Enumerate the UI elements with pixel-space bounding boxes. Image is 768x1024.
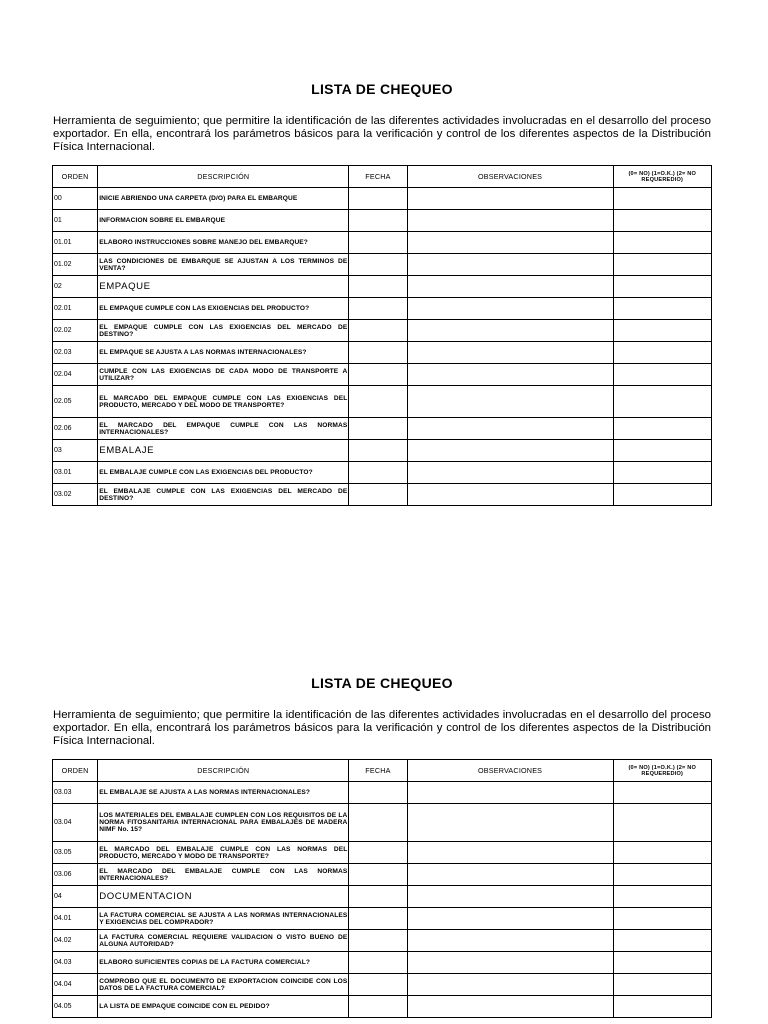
row-description: INICIE ABRIENDO UNA CARPETA (D/O) PARA EL EMBARQUE bbox=[98, 188, 349, 210]
fecha-cell[interactable] bbox=[349, 210, 407, 232]
table-row bbox=[53, 908, 712, 930]
observaciones-cell[interactable] bbox=[407, 440, 613, 462]
table-row bbox=[53, 254, 712, 276]
observaciones-cell[interactable] bbox=[407, 418, 613, 440]
row-section-heading: EMPAQUE bbox=[98, 276, 349, 298]
row-description: CUMPLE CON LAS EXIGENCIAS DE CADA MODO DE TRANSPORTE A UTILIZAR? bbox=[98, 364, 349, 386]
row-description: EL MARCADO DEL EMBALAJE CUMPLE CON LAS NORMAS INTERNACIONALES? bbox=[98, 864, 349, 886]
header-orden: ORDEN bbox=[53, 760, 98, 782]
table-row bbox=[53, 930, 712, 952]
fecha-cell[interactable] bbox=[349, 276, 407, 298]
row-code: 02.02 bbox=[53, 320, 98, 342]
fecha-cell[interactable] bbox=[349, 908, 407, 930]
row-code: 04.03 bbox=[53, 952, 98, 974]
row-section-heading: DOCUMENTACION bbox=[98, 886, 349, 908]
intro-paragraph: Herramienta de seguimiento; que permitire la identificación de las diferentes actividades involucradas en el desarrollo del proceso exportador. En ella, encontrará los parámetros básicos para la verificación y control de los diferentes aspectos de la Distribución Física Internacional. bbox=[53, 115, 711, 153]
table-row bbox=[53, 996, 712, 1018]
row-code: 03.02 bbox=[53, 484, 98, 506]
table-row bbox=[53, 440, 712, 462]
page-title: LISTA DE CHEQUEO bbox=[311, 81, 453, 97]
escala-cell[interactable] bbox=[613, 996, 711, 1018]
escala-cell[interactable] bbox=[613, 276, 711, 298]
row-code: 01.02 bbox=[53, 254, 98, 276]
row-code: 02.01 bbox=[53, 298, 98, 320]
row-code: 04.04 bbox=[53, 974, 98, 996]
row-description: EL EMBALAJE CUMPLE CON LAS EXIGENCIAS DEL MERCADO DE DESTINO? bbox=[98, 484, 349, 506]
table-body bbox=[53, 188, 712, 506]
table-row bbox=[53, 232, 712, 254]
escala-cell[interactable] bbox=[613, 886, 711, 908]
table-header-row bbox=[53, 166, 712, 188]
escala-cell[interactable] bbox=[613, 864, 711, 886]
fecha-cell[interactable] bbox=[349, 254, 407, 276]
row-description: LAS CONDICIONES DE EMBARQUE SE AJUSTAN A LOS TERMINOS DE VENTA? bbox=[98, 254, 349, 276]
escala-cell[interactable] bbox=[613, 930, 711, 952]
row-code: 02 bbox=[53, 276, 98, 298]
row-description: LA FACTURA COMERCIAL SE AJUSTA A LAS NORMAS INTERNACIONALES Y EXIGENCIAS DEL COMPRADOR? bbox=[98, 908, 349, 930]
checklist-table bbox=[52, 165, 712, 506]
row-code: 02.05 bbox=[53, 386, 98, 418]
observaciones-cell[interactable] bbox=[407, 782, 613, 804]
table-row bbox=[53, 842, 712, 864]
row-description: LA LISTA DE EMPAQUE COINCIDE CON EL PEDIDO? bbox=[98, 996, 349, 1018]
escala-cell[interactable] bbox=[613, 782, 711, 804]
row-description: EL EMBALAJE SE AJUSTA A LAS NORMAS INTERNACIONALES? bbox=[98, 782, 349, 804]
observaciones-cell[interactable] bbox=[407, 864, 613, 886]
row-description: ELABORO SUFICIENTES COPIAS DE LA FACTURA COMERCIAL? bbox=[98, 952, 349, 974]
fecha-cell[interactable] bbox=[349, 864, 407, 886]
fecha-cell[interactable] bbox=[349, 804, 407, 842]
fecha-cell[interactable] bbox=[349, 232, 407, 254]
row-description: ELABORO INSTRUCCIONES SOBRE MANEJO DEL EMBARQUE? bbox=[98, 232, 349, 254]
header-escala: (0= NO) (1=O.K.) (2= NO REQUEREDIO) bbox=[613, 760, 711, 782]
observaciones-cell[interactable] bbox=[407, 996, 613, 1018]
observaciones-cell[interactable] bbox=[407, 342, 613, 364]
header-observaciones: OBSERVACIONES bbox=[407, 166, 613, 188]
row-code: 02.04 bbox=[53, 364, 98, 386]
fecha-cell[interactable] bbox=[349, 484, 407, 506]
observaciones-cell[interactable] bbox=[407, 276, 613, 298]
row-description: EL MARCADO DEL EMBALAJE CUMPLE CON LAS NORMAS DEL PRODUCTO, MERCADO Y MODO DE TRANSPORTE? bbox=[98, 842, 349, 864]
row-code: 00 bbox=[53, 188, 98, 210]
header-fecha: FECHA bbox=[349, 760, 407, 782]
table-row bbox=[53, 782, 712, 804]
row-description: LOS MATERIALES DEL EMBALAJE CUMPLEN CON LOS REQUISITOS DE LA NORMA FITOSANITARIA INTERNACIONAL PARA EMBALAJES DE MADERA NIMF No. 15? bbox=[98, 804, 349, 842]
row-description: EL EMPAQUE CUMPLE CON LAS EXIGENCIAS DEL PRODUCTO? bbox=[98, 298, 349, 320]
table-row bbox=[53, 484, 712, 506]
row-description: INFORMACION SOBRE EL EMBARQUE bbox=[98, 210, 349, 232]
table-row bbox=[53, 298, 712, 320]
fecha-cell[interactable] bbox=[349, 886, 407, 908]
table-row bbox=[53, 974, 712, 996]
observaciones-cell[interactable] bbox=[407, 842, 613, 864]
fecha-cell[interactable] bbox=[349, 364, 407, 386]
fecha-cell[interactable] bbox=[349, 320, 407, 342]
table-row bbox=[53, 210, 712, 232]
escala-cell[interactable] bbox=[613, 908, 711, 930]
intro-paragraph: Herramienta de seguimiento; que permitire la identificación de las diferentes actividades involucradas en el desarrollo del proceso exportador. En ella, encontrará los parámetros básicos para la verificación y control de los diferentes aspectos de la Distribución Física Internacional. bbox=[53, 709, 711, 747]
table-row bbox=[53, 364, 712, 386]
table-row bbox=[53, 886, 712, 908]
table-row bbox=[53, 320, 712, 342]
escala-cell[interactable] bbox=[613, 484, 711, 506]
checklist-section-2 bbox=[52, 674, 712, 1018]
fecha-cell[interactable] bbox=[349, 298, 407, 320]
observaciones-cell[interactable] bbox=[407, 462, 613, 484]
escala-cell[interactable] bbox=[613, 418, 711, 440]
fecha-cell[interactable] bbox=[349, 842, 407, 864]
checklist-section-1 bbox=[52, 80, 712, 506]
row-code: 04.01 bbox=[53, 908, 98, 930]
table-row bbox=[53, 276, 712, 298]
fecha-cell[interactable] bbox=[349, 386, 407, 418]
table-header-row bbox=[53, 760, 712, 782]
observaciones-cell[interactable] bbox=[407, 974, 613, 996]
escala-cell[interactable] bbox=[613, 462, 711, 484]
escala-cell[interactable] bbox=[613, 320, 711, 342]
fecha-cell[interactable] bbox=[349, 930, 407, 952]
observaciones-cell[interactable] bbox=[407, 386, 613, 418]
fecha-cell[interactable] bbox=[349, 440, 407, 462]
row-code: 04 bbox=[53, 886, 98, 908]
row-code: 01.01 bbox=[53, 232, 98, 254]
row-description: EL EMPAQUE SE AJUSTA A LAS NORMAS INTERNACIONALES? bbox=[98, 342, 349, 364]
table-row bbox=[53, 386, 712, 418]
row-code: 03 bbox=[53, 440, 98, 462]
row-section-heading: EMBALAJE bbox=[98, 440, 349, 462]
row-code: 03.01 bbox=[53, 462, 98, 484]
row-code: 02.06 bbox=[53, 418, 98, 440]
observaciones-cell[interactable] bbox=[407, 188, 613, 210]
escala-cell[interactable] bbox=[613, 804, 711, 842]
row-description: EL EMBALAJE CUMPLE CON LAS EXIGENCIAS DEL PRODUCTO? bbox=[98, 462, 349, 484]
escala-cell[interactable] bbox=[613, 254, 711, 276]
table-body bbox=[53, 782, 712, 1018]
table-row bbox=[53, 342, 712, 364]
fecha-cell[interactable] bbox=[349, 974, 407, 996]
escala-cell[interactable] bbox=[613, 232, 711, 254]
row-code: 03.04 bbox=[53, 804, 98, 842]
row-description: EL MARCADO DEL EMPAQUE CUMPLE CON LAS EXIGENCIAS DEL PRODUCTO, MERCADO Y DEL MODO DE TRANSPORTE? bbox=[98, 386, 349, 418]
row-code: 04.02 bbox=[53, 930, 98, 952]
escala-cell[interactable] bbox=[613, 440, 711, 462]
fecha-cell[interactable] bbox=[349, 782, 407, 804]
table-row bbox=[53, 864, 712, 886]
table-row bbox=[53, 418, 712, 440]
fecha-cell[interactable] bbox=[349, 342, 407, 364]
escala-cell[interactable] bbox=[613, 842, 711, 864]
header-descripcion: DESCRIPCIÓN bbox=[98, 760, 349, 782]
escala-cell[interactable] bbox=[613, 952, 711, 974]
row-description: EL EMPAQUE CUMPLE CON LAS EXIGENCIAS DEL MERCADO DE DESTINO? bbox=[98, 320, 349, 342]
observaciones-cell[interactable] bbox=[407, 804, 613, 842]
observaciones-cell[interactable] bbox=[407, 364, 613, 386]
row-code: 03.05 bbox=[53, 842, 98, 864]
observaciones-cell[interactable] bbox=[407, 254, 613, 276]
escala-cell[interactable] bbox=[613, 210, 711, 232]
row-description: EL MARCADO DEL EMPAQUE CUMPLE CON LAS NORMAS INTERNACIONALES? bbox=[98, 418, 349, 440]
fecha-cell[interactable] bbox=[349, 996, 407, 1018]
observaciones-cell[interactable] bbox=[407, 908, 613, 930]
row-description: COMPROBO QUE EL DOCUMENTO DE EXPORTACION COINCIDE CON LOS DATOS DE LA FACTURA COMERCIAL? bbox=[98, 974, 349, 996]
header-fecha: FECHA bbox=[349, 166, 407, 188]
row-code: 02.03 bbox=[53, 342, 98, 364]
header-descripcion: DESCRIPCIÓN bbox=[98, 166, 349, 188]
table-row bbox=[53, 188, 712, 210]
fecha-cell[interactable] bbox=[349, 952, 407, 974]
row-code: 04.05 bbox=[53, 996, 98, 1018]
observaciones-cell[interactable] bbox=[407, 952, 613, 974]
observaciones-cell[interactable] bbox=[407, 484, 613, 506]
header-escala: (0= NO) (1=O.K.) (2= NO REQUEREDIO) bbox=[613, 166, 711, 188]
observaciones-cell[interactable] bbox=[407, 930, 613, 952]
row-code: 03.06 bbox=[53, 864, 98, 886]
fecha-cell[interactable] bbox=[349, 188, 407, 210]
escala-cell[interactable] bbox=[613, 386, 711, 418]
observaciones-cell[interactable] bbox=[407, 232, 613, 254]
row-description: LA FACTURA COMERCIAL REQUIERE VALIDACION O VISTO BUENO DE ALGUNA AUTORIDAD? bbox=[98, 930, 349, 952]
escala-cell[interactable] bbox=[613, 188, 711, 210]
row-code: 01 bbox=[53, 210, 98, 232]
observaciones-cell[interactable] bbox=[407, 298, 613, 320]
table-row bbox=[53, 804, 712, 842]
observaciones-cell[interactable] bbox=[407, 210, 613, 232]
table-row bbox=[53, 952, 712, 974]
escala-cell[interactable] bbox=[613, 364, 711, 386]
escala-cell[interactable] bbox=[613, 342, 711, 364]
fecha-cell[interactable] bbox=[349, 462, 407, 484]
checklist-table bbox=[52, 759, 712, 1018]
fecha-cell[interactable] bbox=[349, 418, 407, 440]
row-code: 03.03 bbox=[53, 782, 98, 804]
observaciones-cell[interactable] bbox=[407, 886, 613, 908]
page-title: LISTA DE CHEQUEO bbox=[311, 675, 453, 691]
header-orden: ORDEN bbox=[53, 166, 98, 188]
observaciones-cell[interactable] bbox=[407, 320, 613, 342]
escala-cell[interactable] bbox=[613, 974, 711, 996]
escala-cell[interactable] bbox=[613, 298, 711, 320]
table-row bbox=[53, 462, 712, 484]
header-observaciones: OBSERVACIONES bbox=[407, 760, 613, 782]
